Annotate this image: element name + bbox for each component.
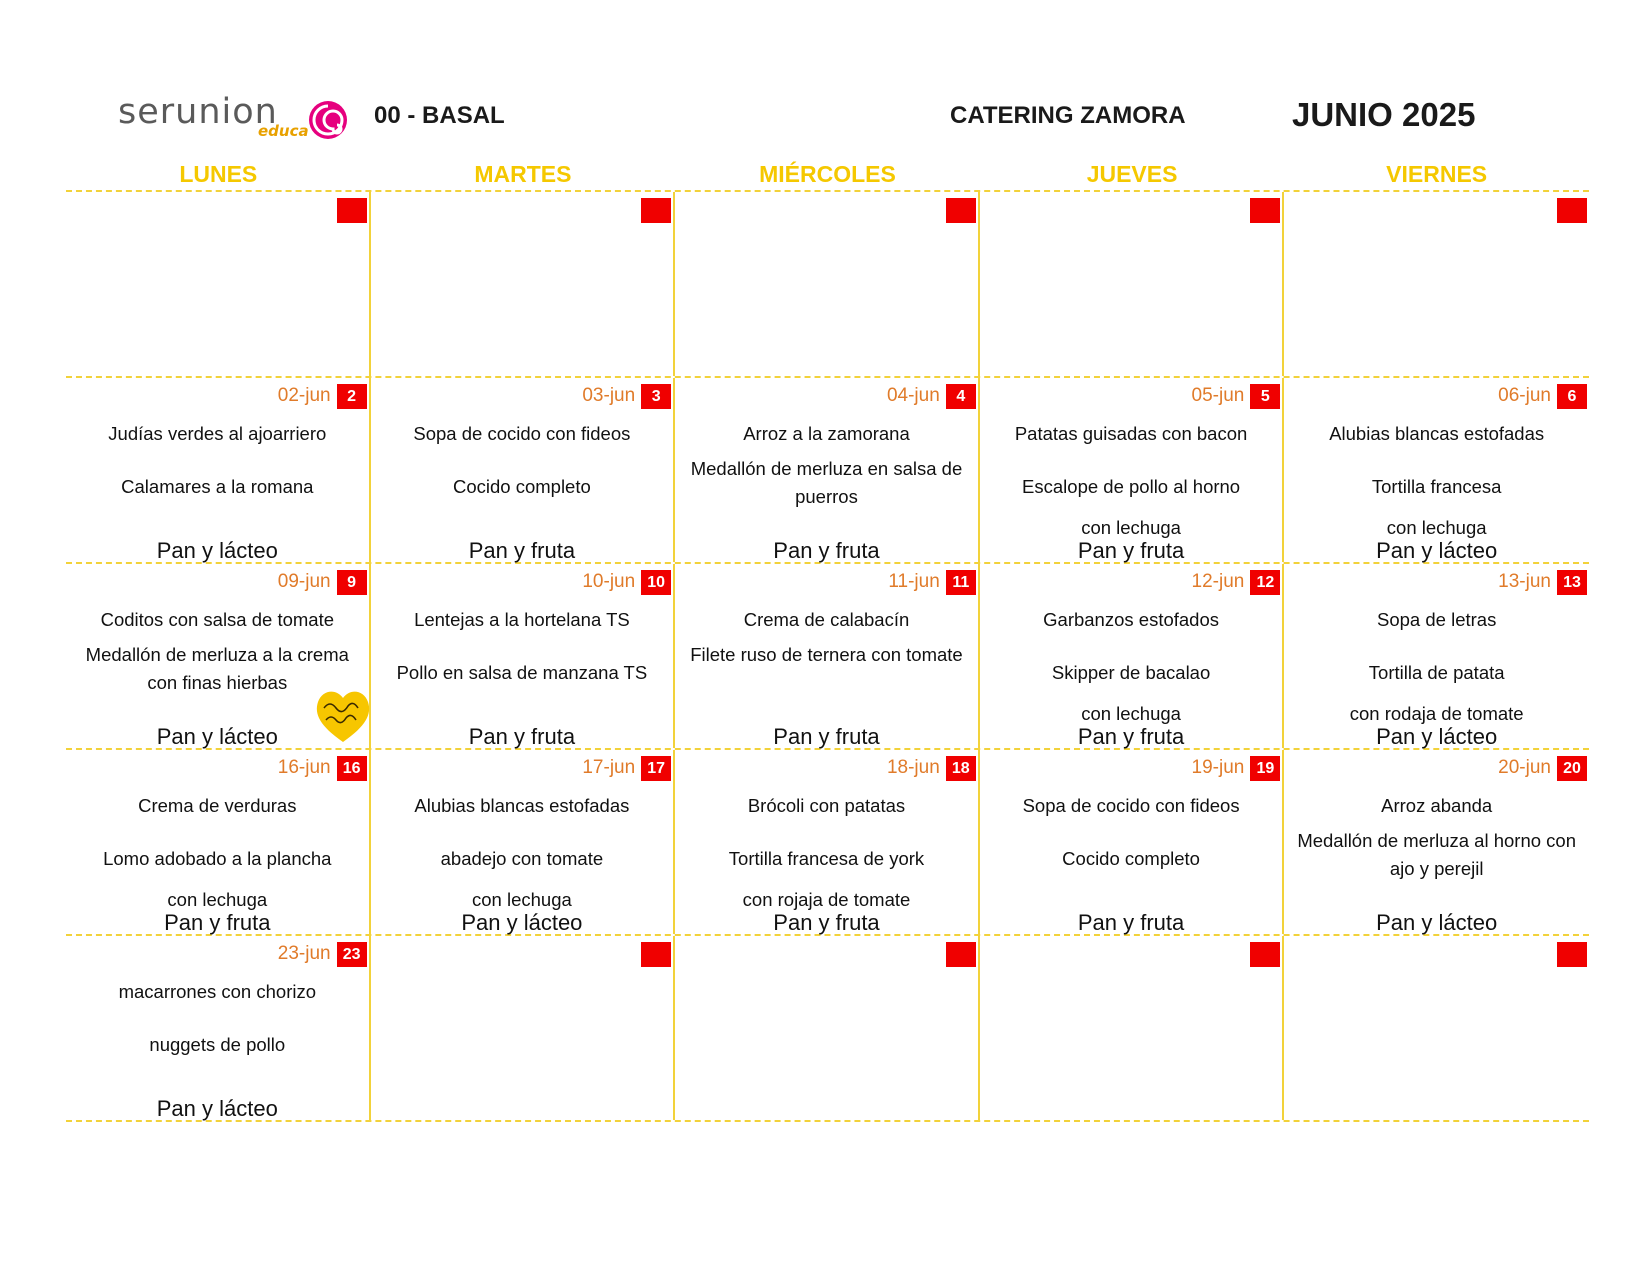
day-number-badge: 17	[641, 756, 671, 781]
rose-logo-icon	[306, 98, 350, 142]
dessert-bread: Pan y fruta	[773, 538, 880, 563]
second-course: Cocido completo	[1062, 848, 1200, 869]
second-course: Pollo en salsa de manzana TS	[396, 662, 648, 683]
day-number-badge	[337, 198, 367, 223]
second-course: Skipper de bacalao	[1051, 662, 1211, 683]
day-date: 16-jun	[277, 757, 331, 778]
day-number-badge: 9	[337, 570, 367, 595]
day-date: 09-jun	[277, 571, 331, 592]
day-cell	[1284, 750, 1589, 934]
day-cell	[675, 378, 980, 562]
day-number-badge: 20	[1557, 756, 1587, 781]
week-row	[66, 192, 1589, 378]
second-course: nuggets de pollo	[149, 1034, 286, 1055]
dessert-bread: Pan y fruta	[164, 910, 271, 935]
day-number-badge: 5	[1250, 384, 1280, 409]
day-cell	[371, 750, 676, 934]
first-course: Brócoli con patatas	[747, 795, 906, 816]
day-number-badge: 12	[1250, 570, 1280, 595]
first-course: Alubias blancas estofadas	[414, 795, 630, 816]
first-course: Crema de calabacín	[743, 609, 910, 630]
day-cell	[980, 192, 1285, 376]
side-dish: con lechuga	[167, 889, 268, 910]
day-cell	[66, 750, 371, 934]
dessert-bread: Pan y fruta	[1077, 538, 1185, 563]
side-dish: con lechuga	[472, 889, 572, 910]
weekday-header-row	[66, 158, 1589, 192]
day-date: 18-jun	[886, 757, 940, 778]
second-course: Tortilla francesa de york	[728, 848, 925, 869]
dessert-bread: Pan y lácteo	[461, 910, 583, 935]
dessert-bread: Pan y fruta	[1077, 724, 1185, 749]
day-cell	[675, 750, 980, 934]
day-cell	[1284, 564, 1589, 748]
dessert-bread: Pan y fruta	[468, 538, 576, 563]
day-number-badge: 4	[946, 384, 976, 409]
dessert-bread: Pan y lácteo	[156, 1096, 278, 1121]
second-course: Medallón de merluza a la crema con finas hierbas	[85, 644, 349, 693]
day-cell	[675, 564, 980, 748]
side-dish: con lechuga	[1081, 703, 1181, 724]
day-cell	[371, 192, 676, 376]
side-dish: con rodaja de tomate	[1349, 703, 1524, 724]
day-number-badge: 2	[337, 384, 367, 409]
day-number-badge: 11	[946, 570, 976, 595]
first-course: Sopa de cocido con fideos	[1022, 795, 1240, 816]
first-course: Patatas guisadas con bacon	[1014, 423, 1248, 444]
dessert-bread: Pan y fruta	[468, 724, 576, 749]
second-course: Medallón de merluza al horno con ajo y perejil	[1297, 830, 1577, 879]
second-course: Filete ruso de ternera con tomate	[690, 644, 963, 665]
first-course: Garbanzos estofados	[1043, 609, 1219, 630]
day-number-badge	[641, 942, 671, 967]
day-number-badge: 13	[1557, 570, 1587, 595]
day-date: 03-jun	[582, 385, 636, 406]
day-cell	[1284, 936, 1589, 1120]
day-date: 06-jun	[1498, 385, 1551, 406]
first-course: Lentejas a la hortelana TS	[414, 609, 630, 630]
side-dish: con lechuga	[1081, 517, 1181, 538]
day-cell	[980, 564, 1285, 748]
day-date: 05-jun	[1191, 385, 1245, 406]
dessert-bread: Pan y fruta	[1077, 910, 1185, 935]
catering-title: CATERING ZAMORA	[950, 102, 1186, 129]
day-number-badge	[946, 942, 976, 967]
day-date: 12-jun	[1191, 571, 1245, 592]
day-number-badge: 3	[641, 384, 671, 409]
day-date: 04-jun	[886, 385, 940, 406]
second-course: abadejo con tomate	[440, 848, 604, 869]
day-number-badge	[1557, 198, 1587, 223]
first-course: Judías verdes al ajoarriero	[108, 423, 327, 444]
side-dish: con rojaja de tomate	[742, 889, 911, 910]
day-cell	[371, 564, 676, 748]
serunion-logo	[118, 92, 358, 144]
day-number-badge: 16	[337, 756, 367, 781]
day-date: 13-jun	[1498, 571, 1551, 592]
day-cell	[371, 936, 676, 1120]
dessert-bread: Pan y lácteo	[1376, 724, 1498, 749]
day-cell	[980, 936, 1285, 1120]
day-cell	[980, 378, 1285, 562]
day-date: 17-jun	[582, 757, 636, 778]
dessert-bread: Pan y fruta	[773, 724, 880, 749]
day-date: 19-jun	[1191, 757, 1245, 778]
day-number-badge	[946, 198, 976, 223]
first-course: Coditos con salsa de tomate	[100, 609, 335, 630]
second-course: Lomo adobado a la plancha	[103, 848, 332, 869]
week-row	[66, 378, 1589, 564]
second-course: Calamares a la romana	[121, 476, 314, 497]
weekday-label: JUEVES	[1086, 161, 1178, 187]
side-dish: con lechuga	[1386, 517, 1487, 538]
dessert-bread: Pan y lácteo	[156, 724, 278, 749]
weekday-label: VIERNES	[1386, 161, 1488, 187]
day-cell	[371, 378, 676, 562]
day-number-badge	[1250, 198, 1280, 223]
second-course: Cocido completo	[452, 476, 591, 497]
first-course: Arroz a la zamorana	[743, 423, 910, 444]
tierra-de-sabor-badge	[312, 686, 374, 744]
first-course: Alubias blancas estofadas	[1329, 423, 1545, 444]
day-number-badge	[1250, 942, 1280, 967]
day-cell	[1284, 192, 1589, 376]
first-course: Crema de verduras	[138, 795, 297, 816]
dessert-bread: Pan y lácteo	[156, 538, 278, 563]
first-course: Sopa de cocido con fideos	[413, 423, 631, 444]
first-course: Arroz abanda	[1381, 795, 1493, 816]
day-cell	[980, 750, 1285, 934]
day-number-badge	[1557, 942, 1587, 967]
day-number-badge: 6	[1557, 384, 1587, 409]
day-cell	[66, 378, 371, 562]
day-cell	[675, 192, 980, 376]
day-cell	[1284, 378, 1589, 562]
menu-calendar	[66, 158, 1589, 1122]
weeks-container	[66, 192, 1589, 1122]
day-number-badge: 10	[641, 570, 671, 595]
day-cell	[66, 936, 371, 1120]
week-row	[66, 750, 1589, 936]
weekday-label: LUNES	[179, 161, 258, 187]
day-cell	[675, 936, 980, 1120]
second-course: Medallón de merluza en salsa de puerros	[690, 458, 963, 507]
day-date: 23-jun	[277, 943, 331, 964]
day-number-badge: 18	[946, 756, 976, 781]
logo-wordmark: serunion	[118, 92, 278, 132]
second-course: Escalope de pollo al horno	[1022, 476, 1241, 497]
day-date: 02-jun	[277, 385, 331, 406]
day-date: 20-jun	[1498, 757, 1551, 778]
day-date: 11-jun	[888, 571, 940, 592]
day-number-badge: 19	[1250, 756, 1280, 781]
logo-subtitle: educa	[258, 122, 309, 140]
weekday-label: MIÉRCOLES	[759, 161, 896, 187]
week-row	[66, 564, 1589, 750]
dessert-bread: Pan y lácteo	[1376, 538, 1498, 563]
menu-type-title: 00 - BASAL	[374, 102, 505, 129]
weekday-label: MARTES	[474, 161, 572, 187]
day-cell	[66, 192, 371, 376]
week-row	[66, 936, 1589, 1122]
day-number-badge: 23	[337, 942, 367, 967]
day-number-badge	[641, 198, 671, 223]
day-date: 10-jun	[582, 571, 636, 592]
first-course: Sopa de letras	[1377, 609, 1497, 630]
second-course: Tortilla francesa	[1371, 476, 1502, 497]
dessert-bread: Pan y fruta	[773, 910, 880, 935]
month-title: JUNIO 2025	[1292, 96, 1476, 133]
dessert-bread: Pan y lácteo	[1376, 910, 1498, 935]
first-course: macarrones con chorizo	[118, 981, 316, 1002]
second-course: Tortilla de patata	[1368, 662, 1505, 683]
